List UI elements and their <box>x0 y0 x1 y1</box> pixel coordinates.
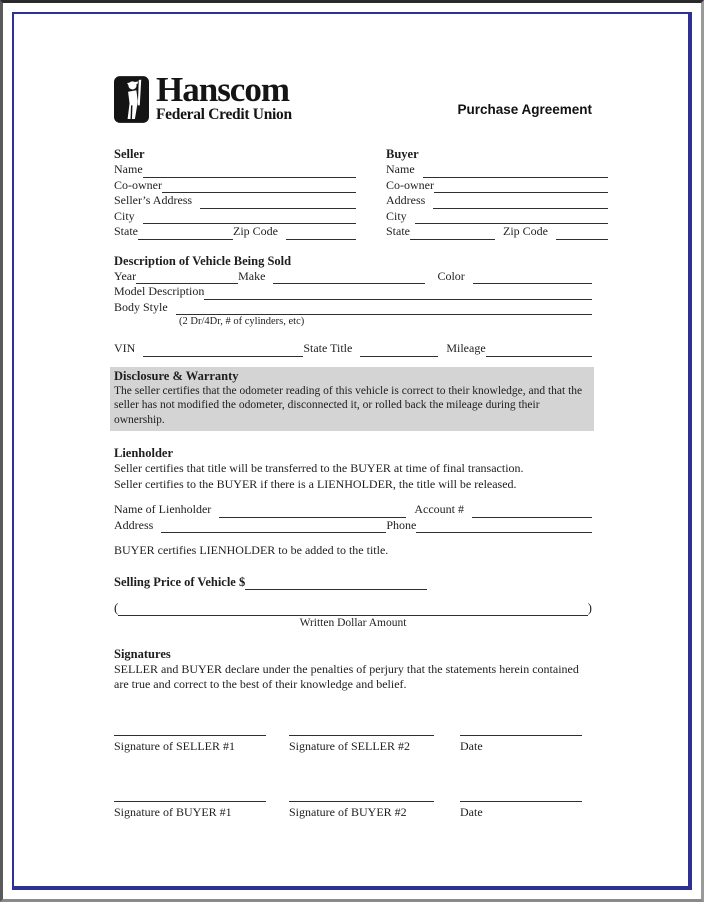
color-label: Color <box>437 268 465 283</box>
logo-name: Hanscom <box>156 70 289 109</box>
seller-address-line <box>200 195 356 209</box>
state-title-label: State Title <box>303 341 353 355</box>
lienholder-line2: Seller certifies to the BUYER if there is a LIENHOLDER, the title will be released. <box>114 476 517 491</box>
buyer-coowner-row <box>386 178 608 194</box>
state-title-line <box>360 343 438 357</box>
seller-name-label: Name <box>114 162 143 176</box>
lienholder-address-row <box>114 518 592 534</box>
seller-date-label: Date <box>460 738 483 753</box>
buyer-address-row <box>386 193 608 209</box>
buyer-city-line <box>415 210 608 224</box>
model-label: Model Description <box>114 284 205 298</box>
lienholder-address-line <box>161 519 386 533</box>
seller-city-line <box>143 210 356 224</box>
seller2-signature-block <box>289 735 434 753</box>
lienholder-section <box>114 446 592 559</box>
seller-coowner-row <box>114 178 356 194</box>
seller-date-block <box>460 735 582 753</box>
seller-column <box>114 147 356 240</box>
seller-zip-line <box>286 226 356 240</box>
make-line <box>273 270 425 284</box>
buyer-zip-line <box>556 226 608 240</box>
lienholder-name-row <box>114 502 592 518</box>
page-title: Purchase Agreement <box>457 102 592 117</box>
lienholder-address-label: Address <box>114 517 154 532</box>
vehicle-heading: Description of Vehicle Being Sold <box>114 253 292 268</box>
buyer-address-line <box>433 195 608 209</box>
seller-signature-row <box>114 735 592 753</box>
year-make-color-row <box>114 269 592 285</box>
disclosure-section <box>110 367 594 432</box>
buyer-zip-label: Zip Code <box>503 224 548 238</box>
seller-city-row <box>114 209 356 225</box>
buyer-name-line <box>423 164 608 178</box>
seller2-signature-line <box>289 735 434 736</box>
seller-date-line <box>460 735 582 736</box>
seller-heading: Seller <box>114 147 145 161</box>
vin-label: VIN <box>114 341 136 355</box>
vin-line <box>143 343 303 357</box>
phone-line <box>416 519 592 533</box>
lienholder-name-line <box>219 504 406 518</box>
account-label: Account # <box>414 502 464 516</box>
signatures-body: SELLER and BUYER declare under the penalties of perjury that the statements herein contained are true and correct to the best of their knowledge and belief. <box>114 661 579 691</box>
buyer1-signature-line <box>114 801 266 802</box>
buyer-name-label: Name <box>386 162 415 176</box>
buyer-date-line <box>460 801 582 802</box>
buyer-coowner-label: Co-owner <box>386 177 434 192</box>
seller-buyer-section <box>114 147 592 240</box>
buyer1-signature-label: Signature of BUYER #1 <box>114 804 232 819</box>
buyer-city-label: City <box>386 208 407 223</box>
minuteman-icon <box>114 76 149 123</box>
lienholder-line1: Seller certifies that title will be transferred to the BUYER at time of final transaction. <box>114 461 524 475</box>
seller2-signature-label: Signature of SELLER #2 <box>289 738 410 753</box>
seller-name-row <box>114 162 356 178</box>
seller-address-label: Seller’s Address <box>114 193 193 207</box>
make-label: Make <box>238 268 266 283</box>
phone-label: Phone <box>386 517 417 532</box>
seller-state-label: State <box>114 224 138 238</box>
disclosure-heading: Disclosure & Warranty <box>114 368 239 383</box>
buyer-signature-row <box>114 801 592 819</box>
body-style-row <box>114 300 592 316</box>
body-style-line <box>176 301 592 315</box>
buyer-address-label: Address <box>386 193 426 207</box>
buyer2-signature-label: Signature of BUYER #2 <box>289 804 407 819</box>
buyer-state-zip-row <box>386 224 608 240</box>
account-line <box>472 504 592 518</box>
year-line <box>136 270 238 284</box>
buyer2-signature-block <box>289 801 434 819</box>
model-line <box>204 286 592 300</box>
seller-coowner-label: Co-owner <box>114 177 162 192</box>
seller-state-zip-row <box>114 224 356 240</box>
seller1-signature-line <box>114 735 266 736</box>
body-style-label: Body Style <box>114 299 168 314</box>
buyer-state-label: State <box>386 224 410 238</box>
buyer-city-row <box>386 209 608 225</box>
buyer-state-line <box>410 226 495 240</box>
open-paren: ( <box>114 600 119 615</box>
seller-address-row <box>114 193 356 209</box>
header <box>114 70 592 123</box>
color-line <box>473 270 592 284</box>
written-amount-row <box>114 600 592 616</box>
buyer2-signature-line <box>289 801 434 802</box>
buyer-name-row <box>386 162 608 178</box>
selling-price-line <box>245 576 427 590</box>
written-amount-line <box>118 602 587 616</box>
seller-coowner-line <box>162 179 356 193</box>
credit-union-logo <box>114 70 292 123</box>
lienholder-name-label: Name of Lienholder <box>114 502 212 516</box>
mileage-label: Mileage <box>446 341 486 355</box>
seller-zip-label: Zip Code <box>233 224 278 238</box>
written-amount-caption: Written Dollar Amount <box>299 616 407 629</box>
logo-tagline: Federal Credit Union <box>156 105 292 123</box>
buyer-date-block <box>460 801 582 819</box>
model-row <box>114 284 592 300</box>
logo-text <box>156 70 292 123</box>
selling-price-label: Selling Price of Vehicle $ <box>114 574 246 589</box>
seller-state-line <box>138 226 233 240</box>
seller1-signature-block <box>114 735 266 753</box>
buyer-column <box>386 147 608 240</box>
buyer-coowner-line <box>434 179 608 193</box>
selling-price-section <box>114 575 592 629</box>
seller-city-label: City <box>114 208 135 223</box>
mileage-line <box>486 343 592 357</box>
close-paren: ) <box>587 600 592 615</box>
signatures-heading: Signatures <box>114 646 171 661</box>
seller-name-line <box>143 164 356 178</box>
buyer1-signature-block <box>114 801 266 819</box>
buyer-heading: Buyer <box>386 147 419 161</box>
lienholder-buyer-note: BUYER certifies LIENHOLDER to be added to the title. <box>114 543 389 557</box>
vin-row <box>114 341 592 357</box>
body-style-note: (2 Dr/4Dr, # of cylinders, etc) <box>179 316 305 327</box>
disclosure-body: The seller certifies that the odometer reading of this vehicle is correct to their knowledge, and that the seller has not modified the odometer, disconnected it, or rolled back the mileage during their ownership. <box>114 384 583 426</box>
vehicle-section <box>114 254 592 357</box>
page-border-frame <box>12 12 692 890</box>
signatures-section <box>114 647 592 819</box>
year-label: Year <box>114 268 137 283</box>
selling-price-row <box>114 575 592 591</box>
seller1-signature-label: Signature of SELLER #1 <box>114 738 235 753</box>
lienholder-heading: Lienholder <box>114 446 174 460</box>
buyer-date-label: Date <box>460 804 483 819</box>
